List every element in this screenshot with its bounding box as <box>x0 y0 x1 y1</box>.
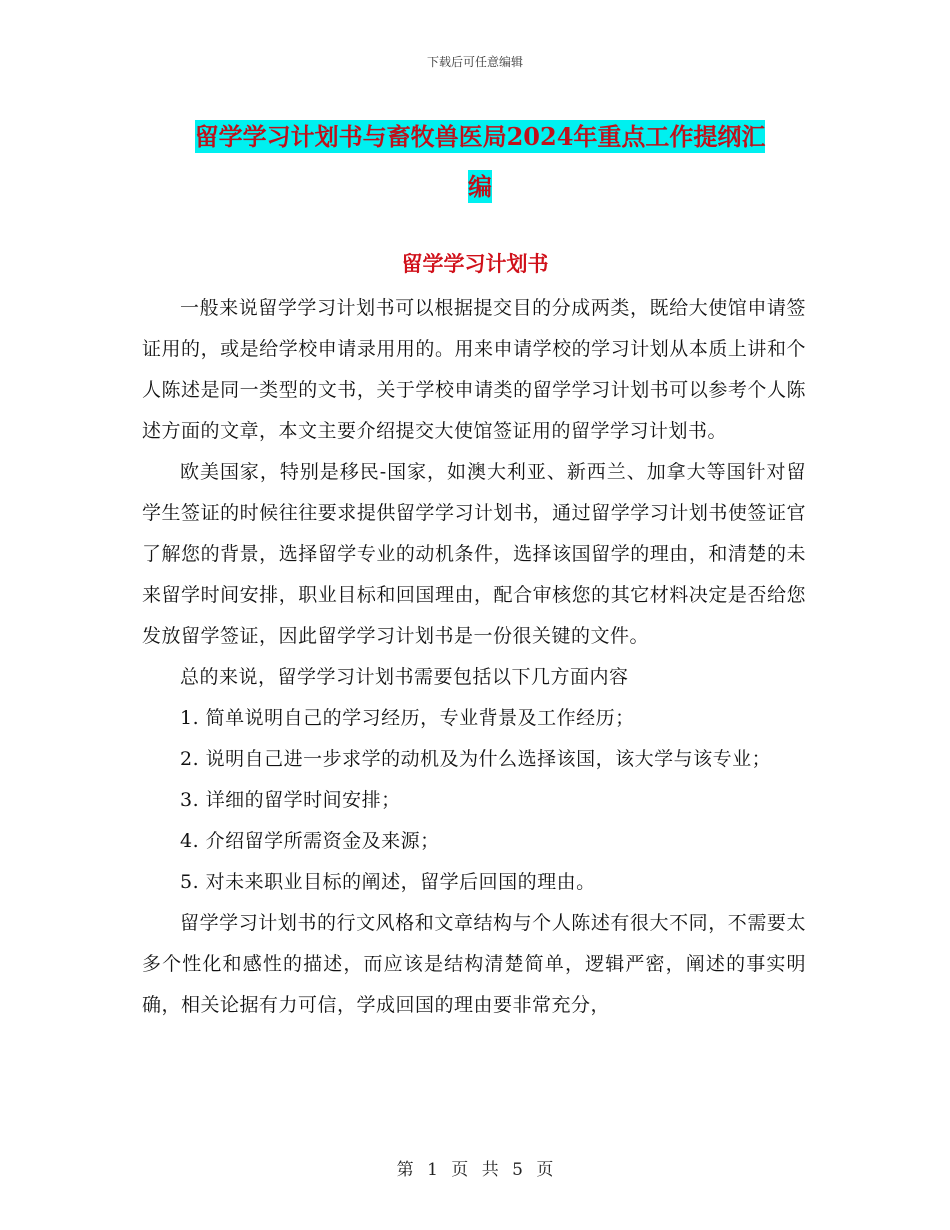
document-title <box>140 112 820 212</box>
body-text <box>142 288 806 1026</box>
list-item: 1. 简单说明自己的学习经历，专业背景及工作经历； <box>180 707 635 729</box>
document-title-line1: 留学学习计划书与畜牧兽医局2024年重点工作提纲汇 <box>194 122 766 151</box>
section-title: 留学学习计划书 <box>401 251 549 276</box>
page-footer: 第 1 页 共 5 页 <box>396 1160 554 1180</box>
list-item: 5. 对未来职业目标的阐述，留学后回国的理由。 <box>180 871 596 893</box>
header-note: 下载后可任意编辑 <box>426 55 523 69</box>
paragraph: 欧美国家，特别是移民-国家，如澳大利亚、新西兰、加拿大等国针对留学生签证的时候往往要求提供留学学习计划书，通过留学学习计划书使签证官了解您的背景，选择留学专业的动机条件，选择该国留学的理由，和清楚的未来留学时间安排，职业目标和回国理由，配合审核您的其它材料决定是否给您发放留学签证，因此留学学习计划书是一份很关键的文件。 <box>142 461 806 647</box>
list-item: 2. 说明自己进一步求学的动机及为什么选择该国，该大学与该专业； <box>180 748 772 770</box>
paragraph: 留学学习计划书的行文风格和文章结构与个人陈述有很大不同，不需要太多个性化和感性的描述，而应该是结构清楚简单，逻辑严密，阐述的事实明确，相关论据有力可信，学成回国的理由要非常充分， <box>142 912 806 1016</box>
list-item: 3. 详细的留学时间安排； <box>180 789 401 811</box>
paragraph: 一般来说留学学习计划书可以根据提交目的分成两类，既给大使馆申请签证用的，或是给学校申请录用用的。用来申请学校的学习计划从本质上讲和个人陈述是同一类型的文书，关于学校申请类的留学学习计划书可以参考个人陈述方面的文章，本文主要介绍提交大使馆签证用的留学学习计划书。 <box>142 297 806 442</box>
paragraph: 总的来说，留学学习计划书需要包括以下几方面内容 <box>180 666 629 688</box>
list-item: 4. 介绍留学所需资金及来源； <box>180 830 440 852</box>
document-title-line2: 编 <box>468 172 492 201</box>
